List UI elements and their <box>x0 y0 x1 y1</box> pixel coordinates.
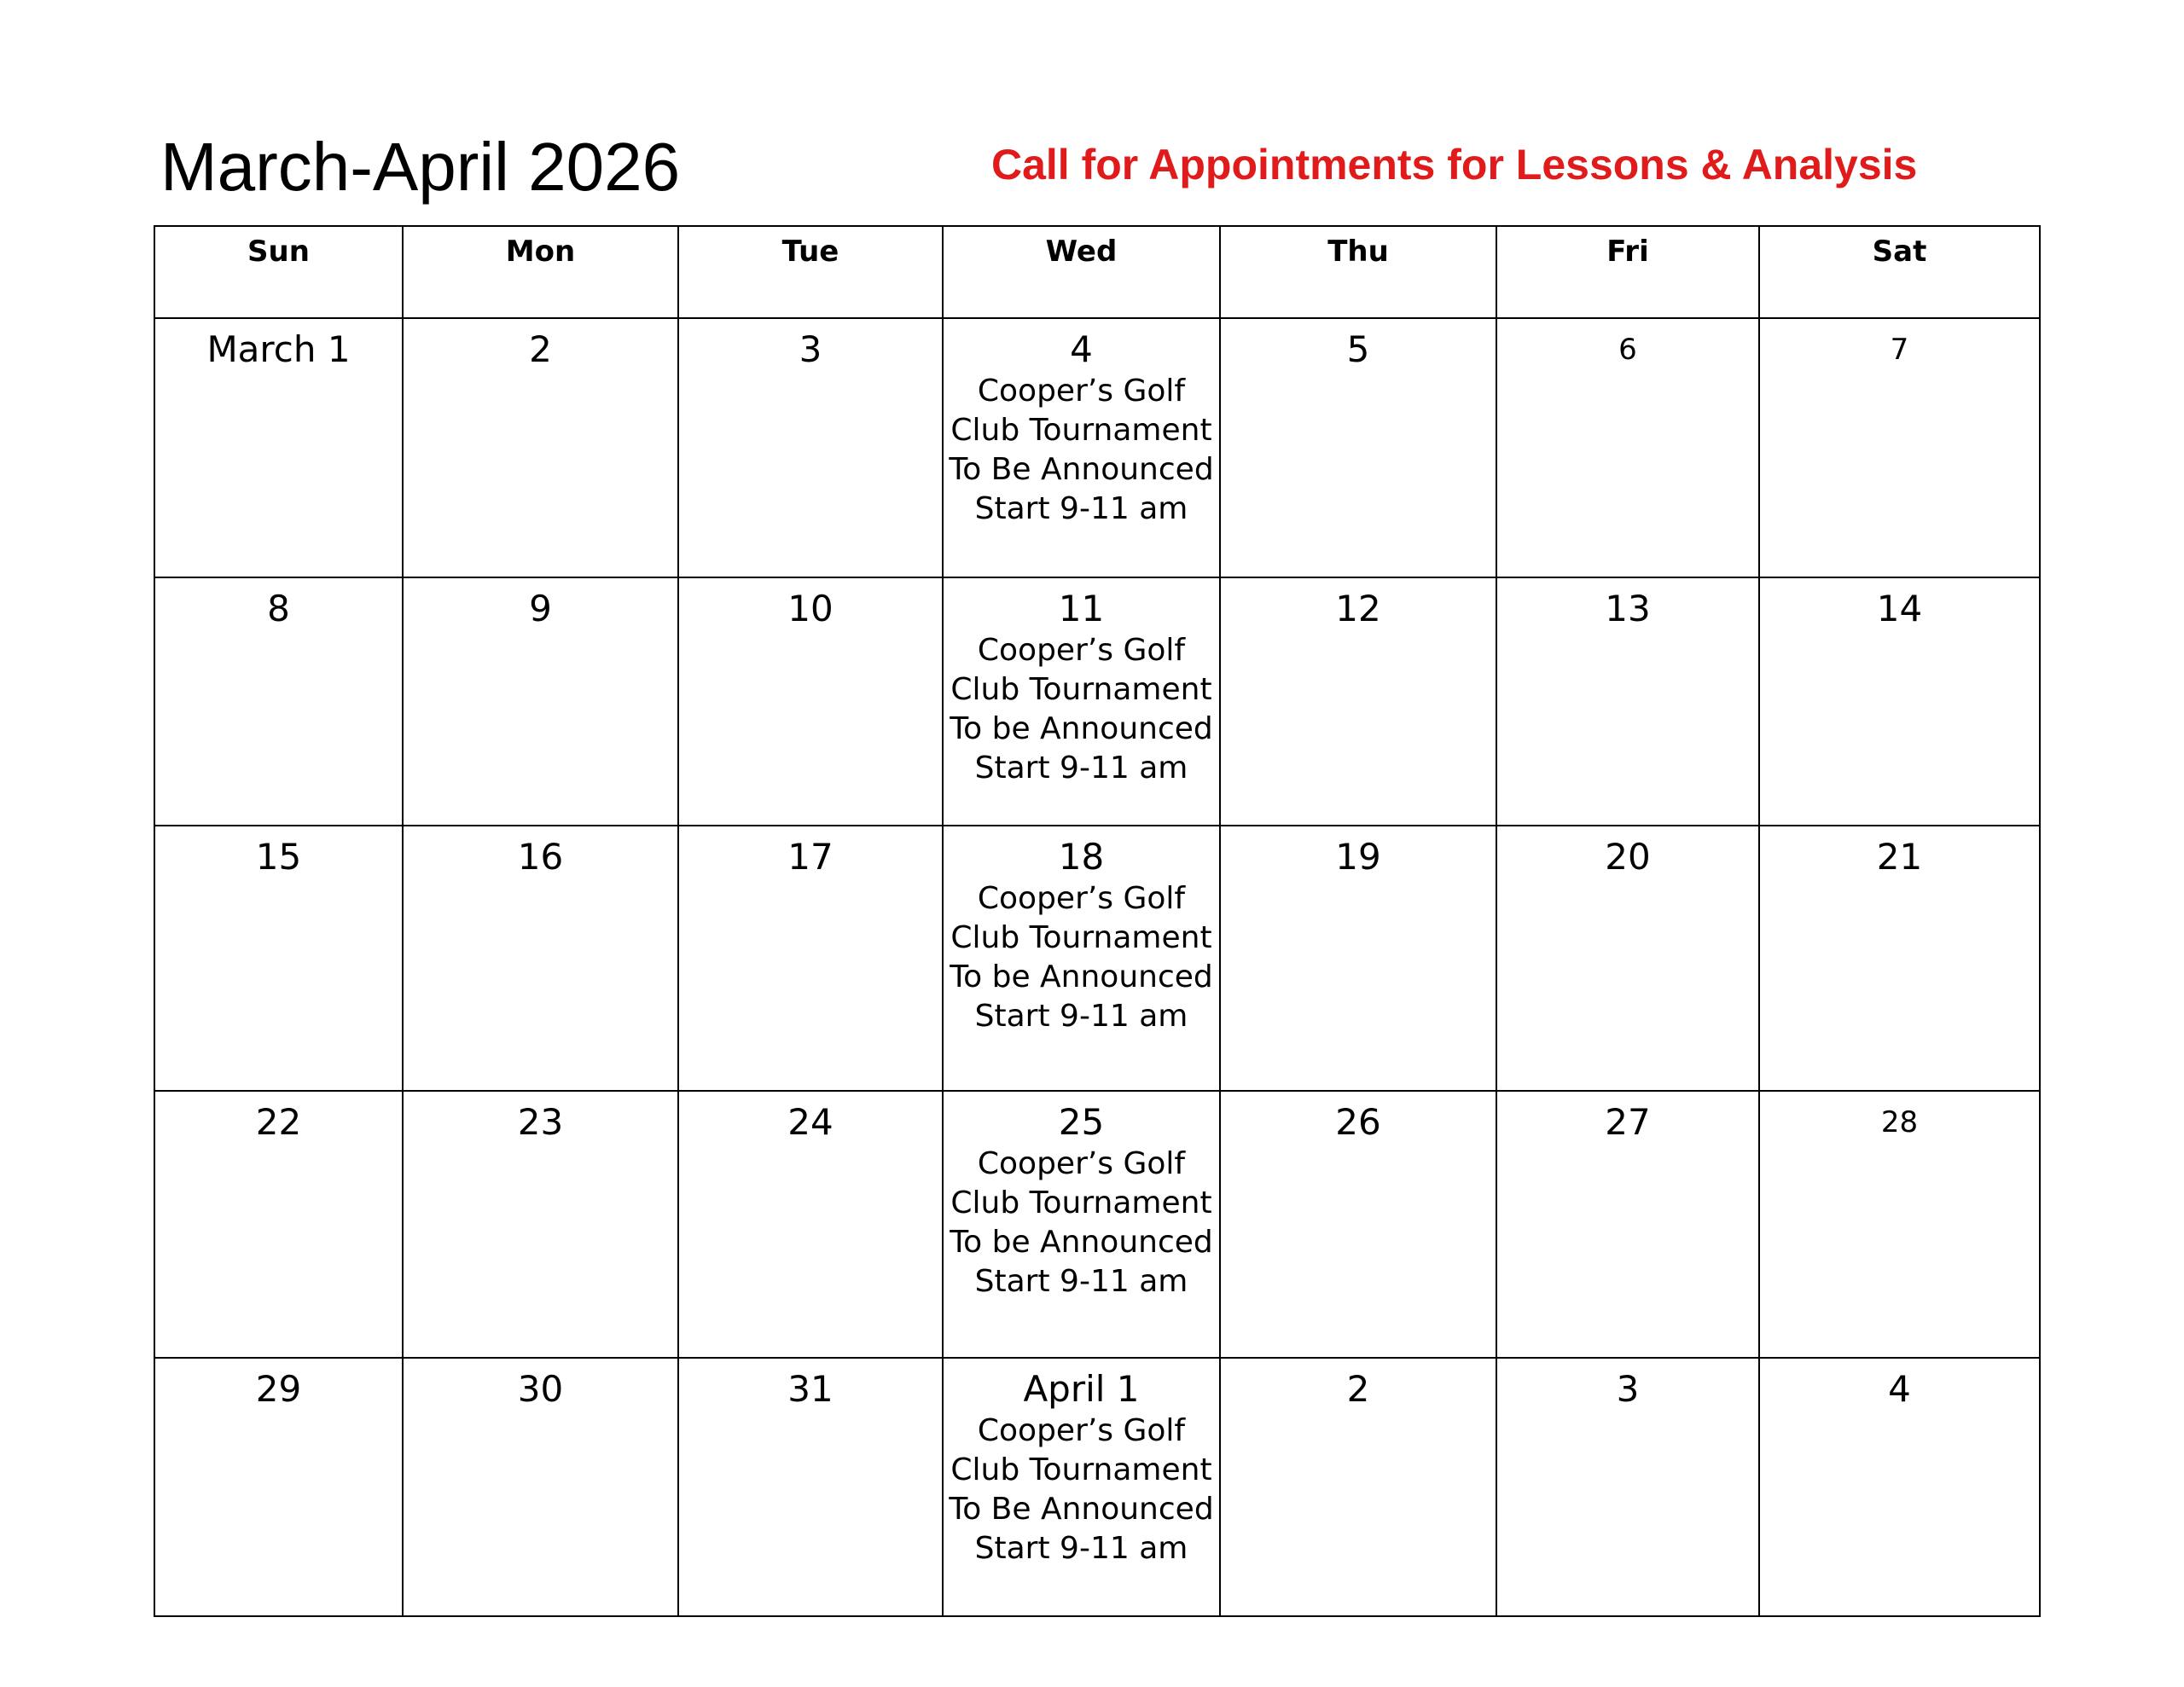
day-number: 12 <box>1335 588 1381 629</box>
event-line: Cooper’s Golf <box>977 881 1186 916</box>
week-row <box>154 318 2040 577</box>
appointments-notice: Call for Appointments for Lessons & Analysis <box>991 141 1918 188</box>
day-cell <box>1496 1358 1759 1616</box>
day-number: 9 <box>529 588 552 629</box>
event-line: Cooper’s Golf <box>977 374 1186 409</box>
day-cell <box>1496 826 1759 1091</box>
day-cell <box>943 318 1220 577</box>
day-cell <box>154 826 403 1091</box>
weekday-header-mon: Mon <box>403 226 678 318</box>
day-number: 11 <box>1058 588 1105 629</box>
day-number: 27 <box>1605 1101 1651 1143</box>
event-line: To be Announced <box>950 711 1213 746</box>
day-number: 14 <box>1876 588 1923 629</box>
day-number: March 1 <box>206 328 351 370</box>
day-number: April 1 <box>1023 1368 1140 1410</box>
event-line: Cooper’s Golf <box>977 633 1186 668</box>
day-number: 7 <box>1890 333 1909 367</box>
day-number: 4 <box>1888 1368 1911 1410</box>
weekday-header-sun: Sun <box>154 226 403 318</box>
day-cell <box>678 577 943 826</box>
day-number: 13 <box>1605 588 1651 629</box>
day-number: 16 <box>517 836 564 878</box>
day-number: 20 <box>1605 836 1651 878</box>
day-number: 29 <box>255 1368 302 1410</box>
calendar-grid <box>154 225 2041 1617</box>
weekday-header-row <box>154 226 2040 318</box>
event-line: Cooper’s Golf <box>977 1146 1186 1181</box>
event-line: To be Announced <box>950 1225 1213 1260</box>
event-line: Club Tournament <box>950 920 1212 955</box>
day-cell <box>943 577 1220 826</box>
event-line: Cooper’s Golf <box>977 1413 1186 1448</box>
event-line: Start 9-11 am <box>974 1531 1188 1566</box>
day-number: 22 <box>255 1101 302 1143</box>
day-cell <box>678 1358 943 1616</box>
day-cell <box>1496 318 1759 577</box>
day-cell <box>403 318 678 577</box>
week-row <box>154 1358 2040 1616</box>
day-number: 25 <box>1058 1101 1105 1143</box>
day-cell <box>403 1358 678 1616</box>
day-number: 31 <box>787 1368 834 1410</box>
day-cell <box>1496 577 1759 826</box>
day-number: 19 <box>1335 836 1381 878</box>
day-number: 26 <box>1335 1101 1381 1143</box>
day-cell <box>154 1091 403 1358</box>
event-line: To Be Announced <box>949 452 1214 487</box>
event-line: To be Announced <box>950 959 1213 994</box>
event-line: Start 9-11 am <box>974 751 1188 786</box>
day-cell <box>403 1091 678 1358</box>
day-number: 10 <box>787 588 834 629</box>
day-number: 5 <box>1346 328 1370 370</box>
day-cell <box>403 826 678 1091</box>
week-row <box>154 826 2040 1091</box>
day-cell <box>678 1091 943 1358</box>
day-number: 3 <box>799 328 822 370</box>
day-cell <box>1220 577 1496 826</box>
day-cell <box>1759 1358 2040 1616</box>
weekday-header-wed: Wed <box>943 226 1220 318</box>
day-cell <box>1496 1091 1759 1358</box>
day-cell <box>943 1091 1220 1358</box>
day-number: 28 <box>1880 1105 1919 1139</box>
event-line: Club Tournament <box>950 1452 1212 1487</box>
day-cell <box>943 1358 1220 1616</box>
day-number: 6 <box>1618 333 1637 367</box>
day-cell <box>403 577 678 826</box>
weekday-header-sat: Sat <box>1759 226 2040 318</box>
day-cell <box>1759 318 2040 577</box>
day-number: 15 <box>255 836 302 878</box>
day-cell <box>1759 826 2040 1091</box>
day-cell <box>1759 577 2040 826</box>
day-cell <box>678 318 943 577</box>
page-title: March-April 2026 <box>160 129 681 205</box>
event-line: To Be Announced <box>949 1492 1214 1527</box>
day-number: 23 <box>517 1101 564 1143</box>
weekday-header-fri: Fri <box>1496 226 1759 318</box>
week-row <box>154 1091 2040 1358</box>
event-line: Club Tournament <box>950 1186 1212 1220</box>
day-cell <box>154 577 403 826</box>
day-number: 8 <box>267 588 290 629</box>
day-cell <box>154 318 403 577</box>
day-number: 18 <box>1058 836 1105 878</box>
day-number: 30 <box>517 1368 564 1410</box>
day-cell <box>943 826 1220 1091</box>
day-number: 4 <box>1070 328 1093 370</box>
day-cell <box>1220 1358 1496 1616</box>
week-row <box>154 577 2040 826</box>
event-line: Start 9-11 am <box>974 1264 1188 1299</box>
event-line: Start 9-11 am <box>974 491 1188 526</box>
day-number: 3 <box>1616 1368 1640 1410</box>
weekday-header-thu: Thu <box>1220 226 1496 318</box>
day-number: 2 <box>529 328 552 370</box>
day-cell <box>1220 1091 1496 1358</box>
weekday-header-tue: Tue <box>678 226 943 318</box>
day-number: 21 <box>1876 836 1923 878</box>
day-cell <box>678 826 943 1091</box>
day-number: 17 <box>787 836 834 878</box>
event-line: Start 9-11 am <box>974 999 1188 1034</box>
day-number: 24 <box>787 1101 834 1143</box>
day-cell <box>1220 826 1496 1091</box>
day-number: 2 <box>1346 1368 1370 1410</box>
day-cell <box>1220 318 1496 577</box>
event-line: Club Tournament <box>950 413 1212 448</box>
event-line: Club Tournament <box>950 672 1212 707</box>
day-cell <box>154 1358 403 1616</box>
day-cell <box>1759 1091 2040 1358</box>
